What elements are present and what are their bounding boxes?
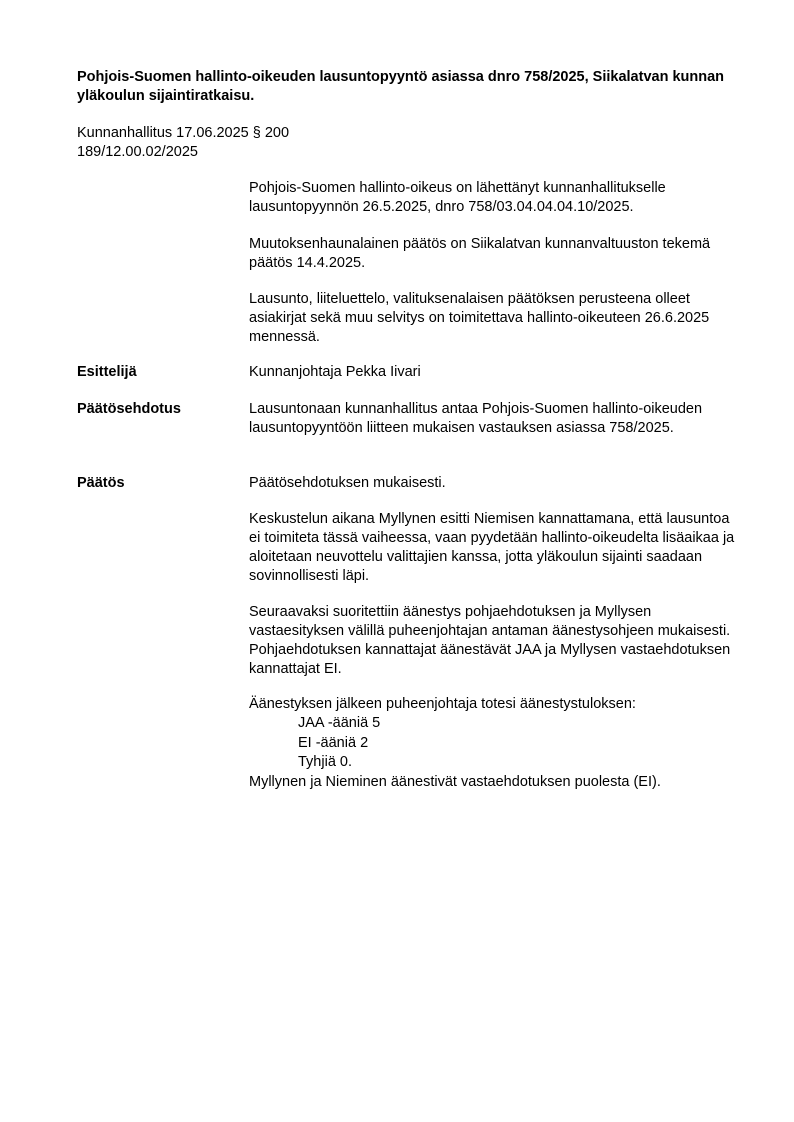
document-title: Pohjois-Suomen hallinto-oikeuden lausuntopyyntö asiassa dnro 758/2025, Siikalatvan kunnan yläkoulun sijaintiratkaisu. bbox=[77, 69, 725, 104]
proposal-value: Lausuntonaan kunnanhallitus antaa Pohjois-Suomen hallinto-oikeuden lausuntopyyntöön liitteen mukaisen vastauksen asiassa 758/2025. bbox=[249, 401, 703, 436]
intro-paragraph-2: Muutoksenhaunalainen päätös on Siikalatvan kunnanvaltuuston tekemä päätös 14.4.2025. bbox=[249, 236, 711, 271]
decision-label: Päätös bbox=[77, 475, 125, 491]
vote-result-yes: JAA -ääniä 5 bbox=[298, 715, 381, 731]
proposal-label: Päätösehdotus bbox=[77, 401, 181, 417]
closing-line: Myllynen ja Nieminen äänestivät vastaehdotuksen puolesta (EI). bbox=[249, 774, 661, 790]
record-number: 189/12.00.02/2025 bbox=[77, 144, 198, 160]
vote-result-no: EI -ääniä 2 bbox=[298, 735, 369, 751]
decision-paragraph-2: Keskustelun aikana Myllynen esitti Niemisen kannattamana, että lausuntoa ei toimiteta tässä vaiheessa, vaan pyydetään hallinto-oikeudelta lisäaikaa ja aloitetaan neuvottelu valittajien kanssa, jotta yläkoulun sijainti saadaan sovinnollisesti läpi. bbox=[249, 511, 735, 584]
decision-paragraph-1: Päätösehdotuksen mukaisesti. bbox=[249, 475, 446, 491]
decision-paragraph-4: Äänestyksen jälkeen puheenjohtaja totesi äänestystuloksen: bbox=[249, 696, 636, 712]
intro-paragraph-3: Lausunto, liiteluettelo, valituksenalaisen päätöksen perusteena olleet asiakirjat sekä muu selvitys on toimitettava hallinto-oikeuteen 26.6.2025 mennessä. bbox=[249, 291, 710, 345]
intro-paragraph-1: Pohjois-Suomen hallinto-oikeus on lähettänyt kunnanhallitukselle lausuntopyynnön 26.5.2025, dnro 758/03.04.04.04.10/2025. bbox=[249, 180, 666, 215]
vote-result-blank: Tyhjiä 0. bbox=[298, 754, 352, 770]
meeting-line: Kunnanhallitus 17.06.2025 § 200 bbox=[77, 125, 290, 141]
presenter-value: Kunnanjohtaja Pekka Iivari bbox=[249, 364, 421, 380]
presenter-label: Esittelijä bbox=[77, 364, 137, 380]
decision-paragraph-3: Seuraavaksi suoritettiin äänestys pohjaehdotuksen ja Myllysen vastaesityksen välillä puheenjohtajan antaman äänestysohjeen mukaisesti. Pohjaehdotuksen kannattajat äänestävät JAA ja Myllysen vastaehdotuksen kannattajat EI. bbox=[249, 604, 731, 677]
